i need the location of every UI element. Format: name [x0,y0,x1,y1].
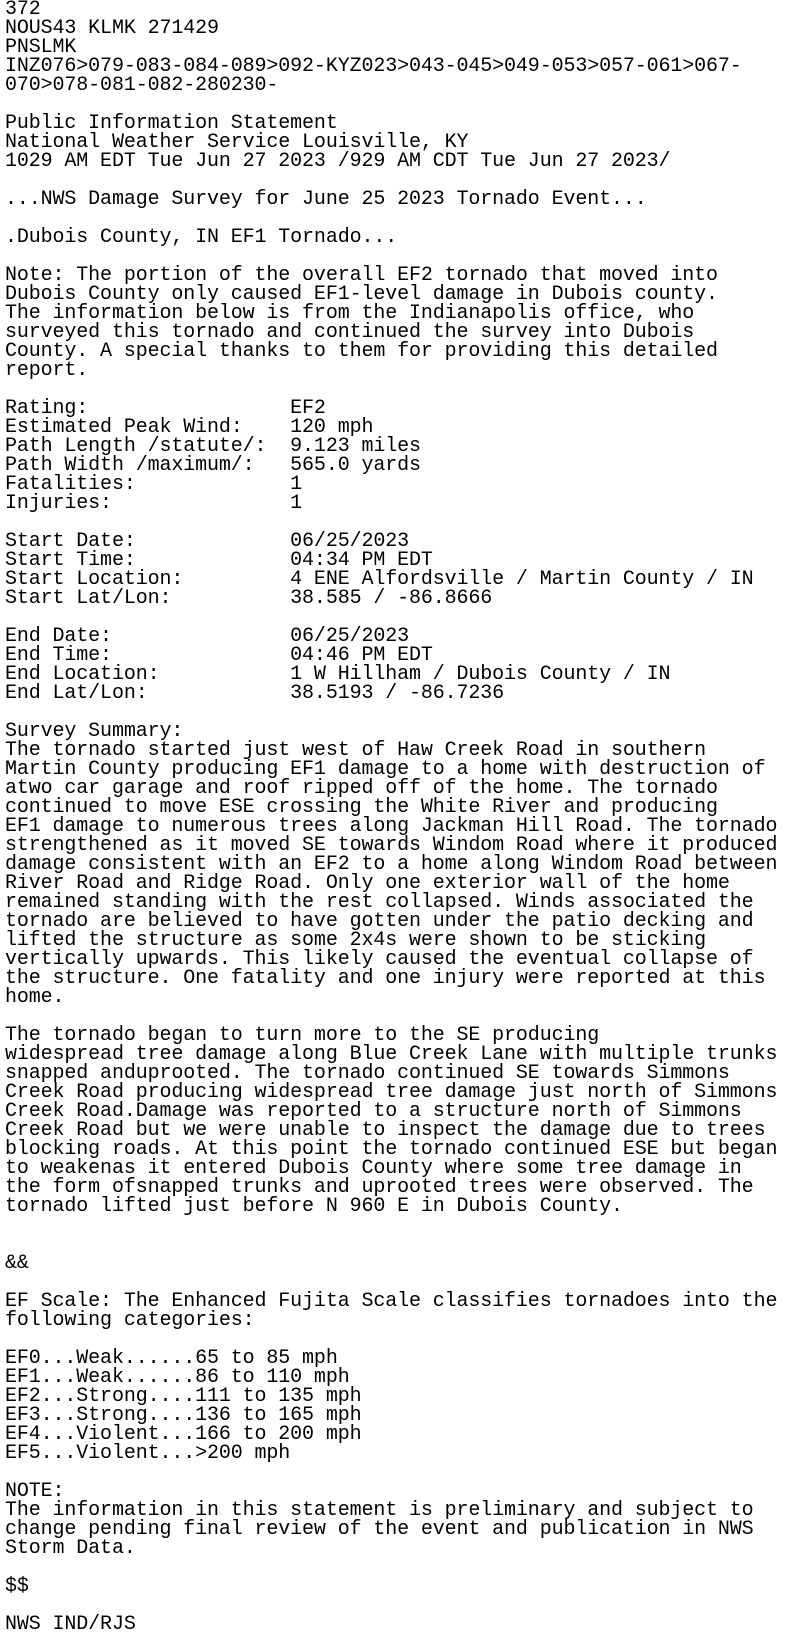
survey-line: The tornado started just west of Haw Creek Road in southern [5,739,707,762]
end-label: End Date: [5,625,291,648]
issue-time: 1029 AM EDT Tue Jun 27 2023 /929 AM CDT Tue Jun 27 2023/ [5,150,671,173]
stat-label: Estimated Peak Wind: [5,416,291,439]
start-value: 4 ENE Alfordsville / Martin County / IN [290,568,754,591]
survey-line: atwo car garage and roof ripped off of the home. The tornado [5,777,718,800]
end-value: 1 W Hillham / Dubois County / IN [290,663,671,686]
stat-value: 9.123 miles [290,435,421,458]
stat-value: 1 [290,473,303,496]
blank-line [5,1463,789,1482]
start-table [5,532,789,608]
ef-scale-row: EF5...Violent...>200 mph [5,1442,291,1465]
survey-line: Creek Road producing widespread tree damage just north of Simmons [5,1081,778,1104]
survey-paragraph-2 [5,1026,789,1216]
stat-label: Path Width /maximum/: [5,454,291,477]
ef-scale-row: EF0...Weak......65 to 85 mph [5,1347,338,1370]
ef-scale-row: EF2...Strong....111 to 135 mph [5,1385,362,1408]
blank-line [5,1235,789,1254]
start-value: 04:34 PM EDT [290,549,433,572]
note-line: report. [5,359,89,382]
product-number: 372 [5,0,41,21]
survey-line: home. [5,986,65,1009]
survey-line: tornado are believed to have gotten under the patio decking and [5,910,754,933]
issuing-office: National Weather Service Louisville, KY [5,131,469,154]
blank-line [5,1558,789,1577]
survey-line: the structure. One fatality and one injury were reported at this [5,967,766,990]
stat-label: Injuries: [5,492,291,515]
start-label: Start Date: [5,530,291,553]
survey-line: blocking roads. At this point the tornado continued ESE but began [5,1138,778,1161]
survey-line: remained standing with the rest collapsed. Winds associated the [5,891,754,914]
survey-line: snapped anduprooted. The tornado continued SE towards Simmons [5,1062,730,1085]
section-separator-dollars: $$ [5,1575,29,1598]
ef-scale-row: EF3...Strong....136 to 165 mph [5,1404,362,1427]
final-note-line: The information in this statement is preliminary and subject to [5,1499,754,1522]
subheadline: .Dubois County, IN EF1 Tornado... [5,226,398,249]
note-line: surveyed this tornado and continued the survey into Dubois [5,321,695,344]
start-value: 38.585 / -86.8666 [290,587,493,610]
note-line: Dubois County only caused EF1-level damage in Dubois county. [5,283,718,306]
survey-paragraph-1 [5,741,789,1007]
start-latlon-row [5,589,789,608]
survey-line: damage consistent with an EF2 to a home along Windom Road between [5,853,778,876]
end-value: 06/25/2023 [290,625,409,648]
survey-heading: Survey Summary: [5,720,184,743]
end-value: 04:46 PM EDT [290,644,433,667]
stat-label: Path Length /statute/: [5,435,291,458]
stat-value: 120 mph [290,416,374,439]
section-separator-ampersands: && [5,1252,29,1275]
survey-line: the form ofsnapped trunks and uprooted trees were observed. The [5,1176,754,1199]
end-latlon-row [5,684,789,703]
survey-line: EF1 damage to numerous trees along Jackman Hill Road. The tornado [5,815,778,838]
end-table [5,627,789,703]
ef-scale-table [5,1349,789,1463]
survey-line: strengthened as it moved SE towards Windom Road where it produced [5,834,778,857]
survey-line: Martin County producing EF1 damage to a home with destruction of [5,758,766,781]
stats-table [5,399,789,513]
survey-line: Creek Road.Damage was reported to a structure north of Simmons [5,1100,742,1123]
stat-label: Fatalities: [5,473,291,496]
survey-line: The tornado began to turn more to the SE producing [5,1024,600,1047]
final-note-line: Storm Data. [5,1537,136,1560]
signature: NWS IND/RJS [5,1613,136,1636]
start-label: Start Time: [5,549,291,572]
ef-scale-row: EF1...Weak......86 to 110 mph [5,1366,350,1389]
final-note-body [5,1501,789,1558]
ef-scale-intro-line: EF Scale: The Enhanced Fujita Scale classifies tornadoes into the [5,1290,778,1313]
stat-row-injuries [5,494,789,513]
statement-title: Public Information Statement [5,112,338,135]
end-label: End Location: [5,663,291,686]
note-line: The information below is from the Indianapolis office, who [5,302,695,325]
survey-line: lifted the structure as some 2x4s were shown to be sticking [5,929,707,952]
stat-label: Rating: [5,397,291,420]
zone-codes-line-2: 070>078-081-082-280230- [5,74,279,97]
awips-id: PNSLMK [5,36,77,59]
stat-value: 1 [290,492,303,515]
survey-line: River Road and Ridge Road. Only one exterior wall of the home [5,872,730,895]
zone-codes-line-1: INZ076>079-083-084-089>092-KYZ023>043-045>049-053>057-061>067- [5,55,742,78]
wmo-header: NOUS43 KLMK 271429 [5,17,219,40]
survey-line: Creek Road but we were unable to inspect the damage due to trees [5,1119,766,1142]
ef-scale-row: EF4...Violent...166 to 200 mph [5,1423,362,1446]
note-line: County. A special thanks to them for providing this detailed [5,340,718,363]
survey-line: vertically upwards. This likely caused the eventual collapse of [5,948,754,971]
ef-scale-intro-line: following categories: [5,1309,255,1332]
start-label: Start Lat/Lon: [5,587,291,610]
end-value: 38.5193 / -86.7236 [290,682,505,705]
stat-value: 565.0 yards [290,454,421,477]
final-note-line: change pending final review of the event and publication in NWS [5,1518,754,1541]
start-label: Start Location: [5,568,291,591]
note-section [5,266,789,380]
stat-value: EF2 [290,397,326,420]
note-line: Note: The portion of the overall EF2 tornado that moved into [5,264,718,287]
survey-line: continued to move ESE crossing the White River and producing [5,796,718,819]
survey-line: widespread tree damage along Blue Creek Lane with multiple trunks [5,1043,778,1066]
headline: ...NWS Damage Survey for June 25 2023 Tornado Event... [5,188,647,211]
survey-line: tornado lifted just before N 960 E in Dubois County. [5,1195,623,1218]
blank-line [5,1216,789,1235]
start-value: 06/25/2023 [290,530,409,553]
end-label: End Lat/Lon: [5,682,291,705]
survey-line: to weakenas it entered Dubois County where some tree damage in [5,1157,742,1180]
final-note-heading: NOTE: [5,1480,65,1503]
end-label: End Time: [5,644,291,667]
ef-scale-intro [5,1292,789,1330]
